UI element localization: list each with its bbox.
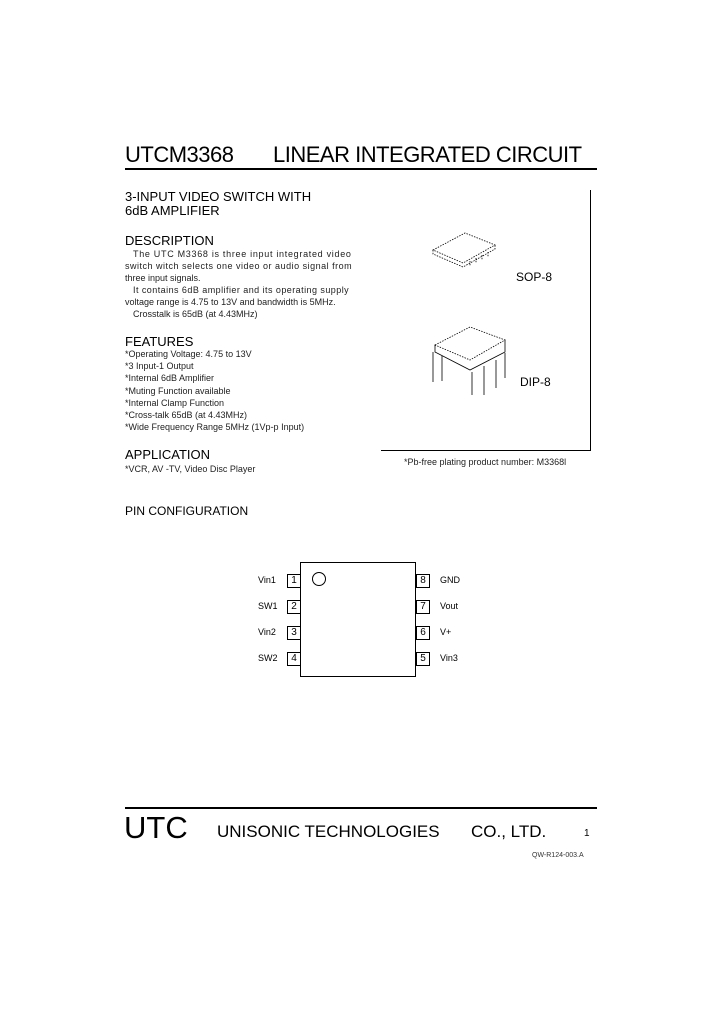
pin-number: 2 xyxy=(287,600,301,614)
product-title-2: 6dB AMPLIFIER xyxy=(125,203,220,218)
pin-number: 8 xyxy=(416,574,430,588)
page-number: 1 xyxy=(584,828,590,839)
pin-label: Vout xyxy=(440,601,459,611)
feature-item: *Muting Function available xyxy=(125,385,231,396)
package-box-border xyxy=(590,190,591,450)
sop8-package-drawing xyxy=(430,225,500,270)
pin-label: V+ xyxy=(440,627,452,637)
feature-item: *3 Input-1 Output xyxy=(125,361,194,372)
feature-item: *Cross-talk 65dB (at 4.43MHz) xyxy=(125,410,248,420)
company-suffix: CO., LTD. xyxy=(471,822,547,841)
footer-rule xyxy=(125,807,597,809)
description-line: The UTC M3368 is three input integrated video xyxy=(133,249,352,259)
feature-item: *Wide Frequency Range 5MHz (1Vp-p Input) xyxy=(125,422,305,433)
feature-item: *Operating Voltage: 4.75 to 13V xyxy=(125,349,252,359)
pin-label: Vin2 xyxy=(258,627,276,637)
pin-label: SW2 xyxy=(258,653,278,663)
description-line: three input signals. xyxy=(125,273,201,283)
feature-item: *Internal 6dB Amplifier xyxy=(125,373,215,384)
sop8-label: SOP-8 xyxy=(516,270,553,284)
pin-label: Vin3 xyxy=(440,653,458,663)
document-code: QW-R124-003.A xyxy=(532,852,584,859)
description-line: It contains 6dB amplifier and its operating supply xyxy=(133,285,350,295)
pin-label: SW1 xyxy=(258,601,278,611)
product-title-1: 3-INPUT VIDEO SWITCH WITH xyxy=(125,189,312,204)
category-title: LINEAR INTEGRATED CIRCUIT xyxy=(273,142,582,167)
description-line: Crosstalk is 65dB (at 4.43MHz) xyxy=(133,309,258,319)
application-item: *VCR, AV -TV, Video Disc Player xyxy=(125,464,256,474)
features-heading: FEATURES xyxy=(125,334,194,349)
pb-free-note: *Pb-free plating product number: M3368l xyxy=(404,457,567,467)
package-box-border xyxy=(381,450,591,451)
pin1-marker xyxy=(312,572,326,586)
feature-item: *Internal Clamp Function xyxy=(125,397,225,408)
company-name: UNISONIC TECHNOLOGIES xyxy=(217,822,440,841)
pin-number: 4 xyxy=(287,652,301,666)
pin-number: 5 xyxy=(416,652,430,666)
pin-label: GND xyxy=(440,575,460,585)
description-line: voltage range is 4.75 to 13V and bandwidth is 5MHz. xyxy=(125,297,336,307)
dip8-label: DIP-8 xyxy=(520,375,551,389)
part-number: UTCM3368 xyxy=(125,142,234,167)
header-rule xyxy=(125,168,597,170)
description-line: switch witch selects one video or audio signal from xyxy=(125,261,353,271)
application-heading: APPLICATION xyxy=(125,447,211,462)
dip8-package-drawing xyxy=(430,315,510,395)
description-heading: DESCRIPTION xyxy=(125,233,214,248)
utc-logo: UTC xyxy=(124,810,188,845)
pin-config-heading: PIN CONFIGURATION xyxy=(125,504,249,518)
pin-number: 1 xyxy=(287,574,301,588)
pin-number: 7 xyxy=(416,600,430,614)
pin-label: Vin1 xyxy=(258,575,276,585)
pin-number: 3 xyxy=(287,626,301,640)
pin-number: 6 xyxy=(416,626,430,640)
